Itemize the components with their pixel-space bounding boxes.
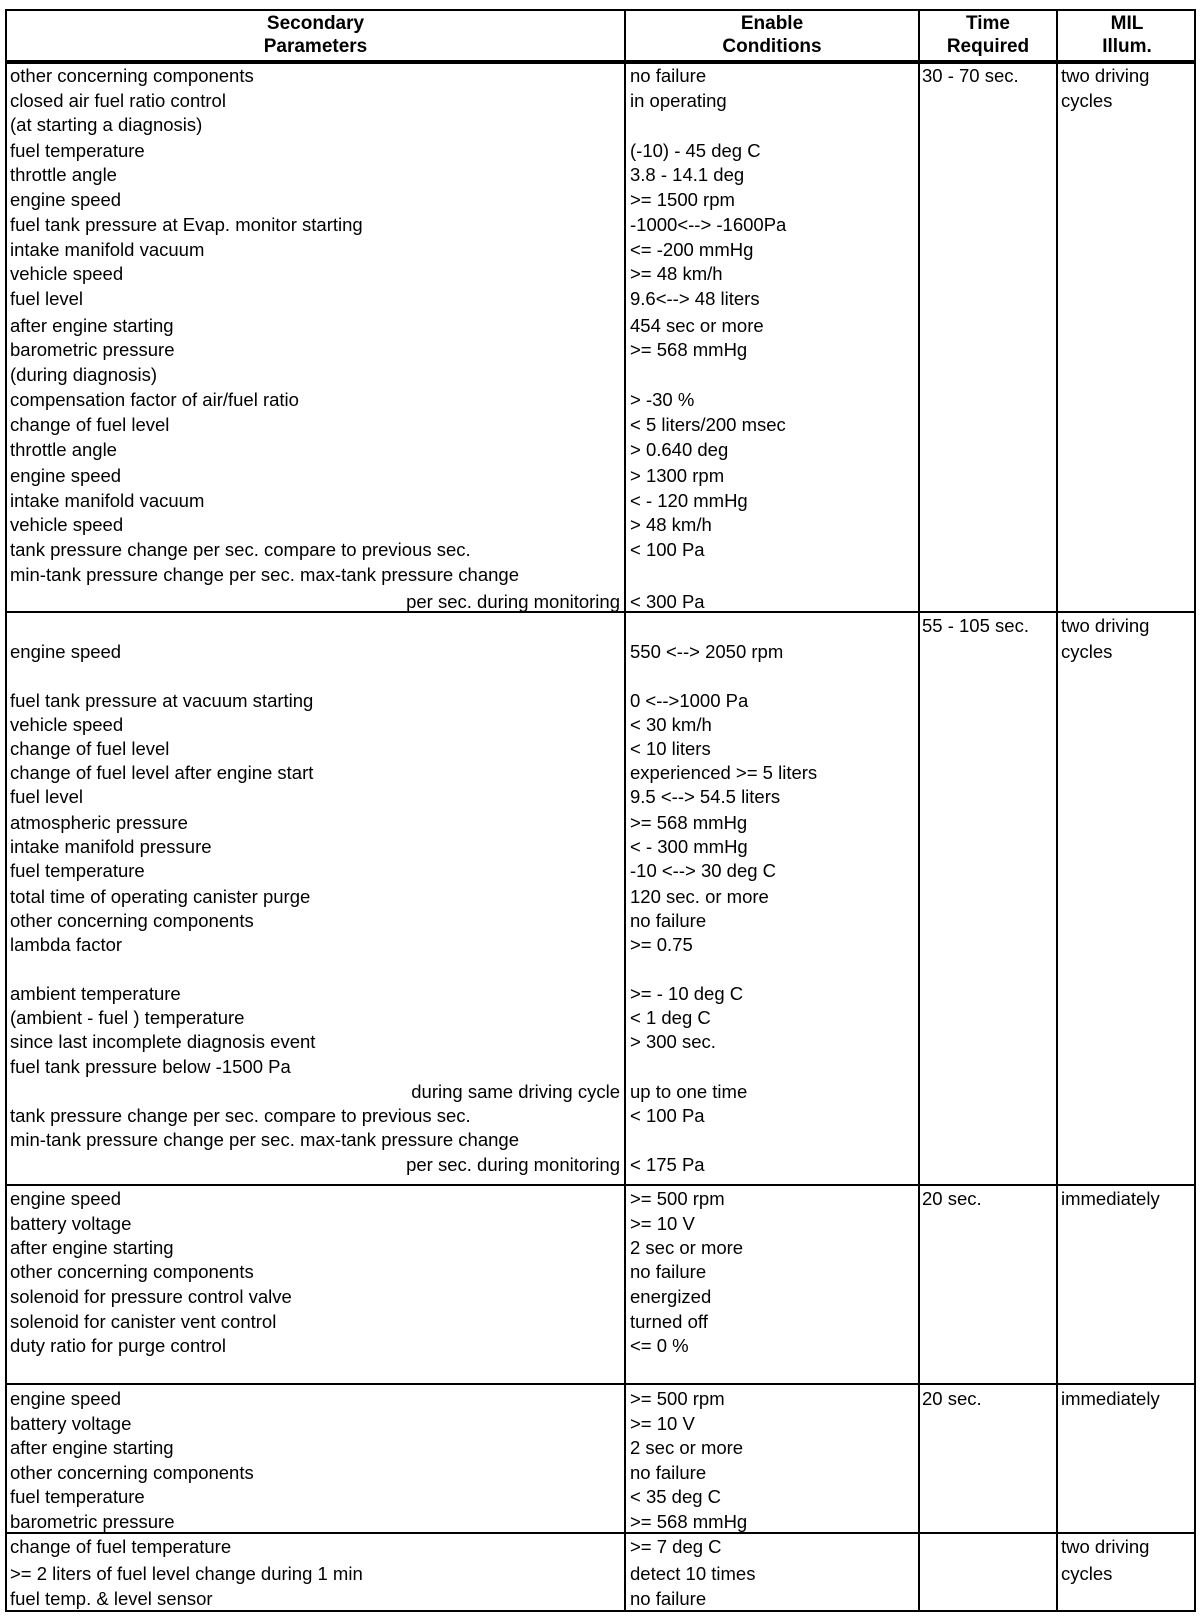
header-line: Secondary [266,13,365,34]
condition-cell: >= 568 mmHg [630,812,748,833]
condition-cell: no failure [630,1261,707,1282]
parameter-cell: intake manifold pressure [10,836,212,857]
parameter-cell: fuel temp. & level sensor [10,1588,213,1609]
parameter-cell: >= 2 liters of fuel level change during 1 min [10,1563,363,1584]
condition-cell: < 300 Pa [630,591,705,612]
column-divider-mil [1056,10,1058,1612]
mil-illum-cell: cycles [1061,641,1113,662]
condition-cell: > -30 % [630,389,695,410]
condition-cell: < 100 Pa [630,539,705,560]
section-divider-4 [5,1532,1196,1534]
parameter-cell: fuel level [10,288,84,309]
condition-cell: < 30 km/h [630,714,712,735]
parameter-cell: per sec. during monitoring [406,591,620,612]
condition-cell: 2 sec or more [630,1437,744,1458]
parameter-cell: (during diagnosis) [10,364,158,385]
condition-cell: >= 10 V [630,1413,695,1434]
condition-cell: < 100 Pa [630,1105,705,1126]
parameter-cell: change of fuel temperature [10,1536,232,1557]
condition-cell: 454 sec or more [630,315,764,336]
condition-cell: < 10 liters [630,738,711,759]
parameter-cell: other concerning components [10,1462,254,1483]
parameter-cell: other concerning components [10,910,254,931]
condition-cell: > 0.640 deg [630,439,729,460]
condition-cell: no failure [630,65,707,86]
column-divider-time [918,10,920,1612]
parameter-cell: change of fuel level after engine start [10,762,314,783]
parameter-cell: fuel tank pressure below -1500 Pa [10,1056,291,1077]
parameter-cell: other concerning components [10,1261,254,1282]
parameter-cell: during same driving cycle [411,1081,620,1102]
column-divider-enable [624,10,626,1612]
mil-illum-cell: two driving [1061,615,1150,636]
condition-cell: >= 568 mmHg [630,1511,748,1532]
parameter-cell: fuel temperature [10,1486,145,1507]
parameter-cell: other concerning components [10,65,254,86]
condition-cell: >= 7 deg C [630,1536,722,1557]
condition-cell: in operating [630,90,727,111]
header-line: Required [946,36,1030,57]
condition-cell: 550 <--> 2050 rpm [630,641,784,662]
header-line: Parameters [263,36,368,57]
parameter-cell: closed air fuel ratio control [10,90,226,111]
parameter-cell: (at starting a diagnosis) [10,114,203,135]
parameter-cell: atmospheric pressure [10,812,188,833]
parameter-cell: engine speed [10,1188,122,1209]
parameter-cell: fuel level [10,786,84,807]
parameter-cell: vehicle speed [10,263,124,284]
parameter-cell: (ambient - fuel ) temperature [10,1007,245,1028]
condition-cell: 3.8 - 14.1 deg [630,164,745,185]
time-required-cell: 30 - 70 sec. [922,65,1019,86]
parameter-cell: compensation factor of air/fuel ratio [10,389,299,410]
condition-cell: < 175 Pa [630,1154,705,1175]
condition-cell: 0 <-->1000 Pa [630,690,749,711]
parameter-cell: vehicle speed [10,714,124,735]
condition-cell: >= 500 rpm [630,1388,725,1409]
condition-cell: -1000<--> -1600Pa [630,214,787,235]
section-divider-3 [5,1383,1196,1385]
condition-cell: < 1 deg C [630,1007,711,1028]
parameter-cell: per sec. during monitoring [406,1154,620,1175]
header-line: Time [965,13,1010,34]
condition-cell: turned off [630,1311,708,1332]
parameter-cell: intake manifold vacuum [10,490,205,511]
parameter-cell: min-tank pressure change per sec. max-tank pressure change [10,564,520,585]
condition-cell: >= - 10 deg C [630,983,744,1004]
header-secondary-parameters [7,12,624,62]
condition-cell: 9.6<--> 48 liters [630,288,760,309]
header-mil-illum [1058,12,1196,62]
condition-cell: >= 48 km/h [630,263,723,284]
condition-cell: -10 <--> 30 deg C [630,860,777,881]
parameter-cell: solenoid for pressure control valve [10,1286,292,1307]
header-line: MIL [1110,13,1144,34]
condition-cell: 9.5 <--> 54.5 liters [630,786,781,807]
parameter-cell: battery voltage [10,1413,132,1434]
parameter-cell: duty ratio for purge control [10,1335,226,1356]
parameter-cell: after engine starting [10,1437,174,1458]
condition-cell: 120 sec. or more [630,886,769,907]
parameter-cell: fuel temperature [10,140,145,161]
header-line: Conditions [722,36,822,57]
condition-cell: >= 568 mmHg [630,339,748,360]
condition-cell: 2 sec or more [630,1237,744,1258]
time-required-cell: 20 sec. [922,1188,982,1209]
header-time-required [920,12,1056,62]
condition-cell: no failure [630,910,707,931]
parameter-cell: engine speed [10,465,122,486]
header-enable-conditions [626,12,918,62]
mil-illum-cell: two driving [1061,1536,1150,1557]
condition-cell: <= 0 % [630,1335,689,1356]
condition-cell: no failure [630,1462,707,1483]
parameter-cell: engine speed [10,641,122,662]
parameter-cell: tank pressure change per sec. compare to previous sec. [10,539,471,560]
header-line: Illum. [1102,36,1152,57]
parameter-cell: engine speed [10,1388,122,1409]
parameter-cell: engine speed [10,189,122,210]
condition-cell: < - 120 mmHg [630,490,748,511]
parameter-cell: barometric pressure [10,1511,175,1532]
time-required-cell: 55 - 105 sec. [922,615,1029,636]
parameter-cell: fuel tank pressure at Evap. monitor starting [10,214,363,235]
parameter-cell: lambda factor [10,934,123,955]
parameter-cell: throttle angle [10,439,117,460]
condition-cell: > 1300 rpm [630,465,725,486]
section-divider-2 [5,1184,1196,1186]
condition-cell: >= 10 V [630,1213,695,1234]
parameter-cell: total time of operating canister purge [10,886,311,907]
condition-cell: detect 10 times [630,1563,756,1584]
parameter-cell: throttle angle [10,164,117,185]
condition-cell: < - 300 mmHg [630,836,748,857]
parameter-cell: after engine starting [10,315,174,336]
condition-cell: >= 500 rpm [630,1188,725,1209]
mil-illum-cell: immediately [1061,1188,1160,1209]
condition-cell: no failure [630,1588,707,1609]
parameter-cell: battery voltage [10,1213,132,1234]
condition-cell: > 300 sec. [630,1031,716,1052]
condition-cell: > 48 km/h [630,514,712,535]
parameter-cell: tank pressure change per sec. compare to previous sec. [10,1105,471,1126]
parameter-cell: change of fuel level [10,738,170,759]
parameter-cell: barometric pressure [10,339,175,360]
condition-cell: < 5 liters/200 msec [630,414,786,435]
mil-illum-cell: two driving [1061,65,1150,86]
mil-illum-cell: cycles [1061,90,1113,111]
condition-cell: up to one time [630,1081,748,1102]
parameter-cell: ambient temperature [10,983,181,1004]
parameter-cell: solenoid for canister vent control [10,1311,277,1332]
parameter-cell: min-tank pressure change per sec. max-tank pressure change [10,1129,520,1150]
condition-cell: >= 1500 rpm [630,189,735,210]
condition-cell: <= -200 mmHg [630,239,754,260]
parameter-cell: vehicle speed [10,514,124,535]
parameter-cell: fuel tank pressure at vacuum starting [10,690,314,711]
condition-cell: >= 0.75 [630,934,693,955]
header-line: Enable [740,13,804,34]
condition-cell: energized [630,1286,712,1307]
time-required-cell: 20 sec. [922,1388,982,1409]
condition-cell: experienced >= 5 liters [630,762,818,783]
parameter-cell: since last incomplete diagnosis event [10,1031,316,1052]
condition-cell: < 35 deg C [630,1486,722,1507]
parameter-cell: fuel temperature [10,860,145,881]
parameter-cell: intake manifold vacuum [10,239,205,260]
parameter-cell: change of fuel level [10,414,170,435]
condition-cell: (-10) - 45 deg C [630,140,761,161]
mil-illum-cell: immediately [1061,1388,1160,1409]
parameter-cell: after engine starting [10,1237,174,1258]
mil-illum-cell: cycles [1061,1563,1113,1584]
